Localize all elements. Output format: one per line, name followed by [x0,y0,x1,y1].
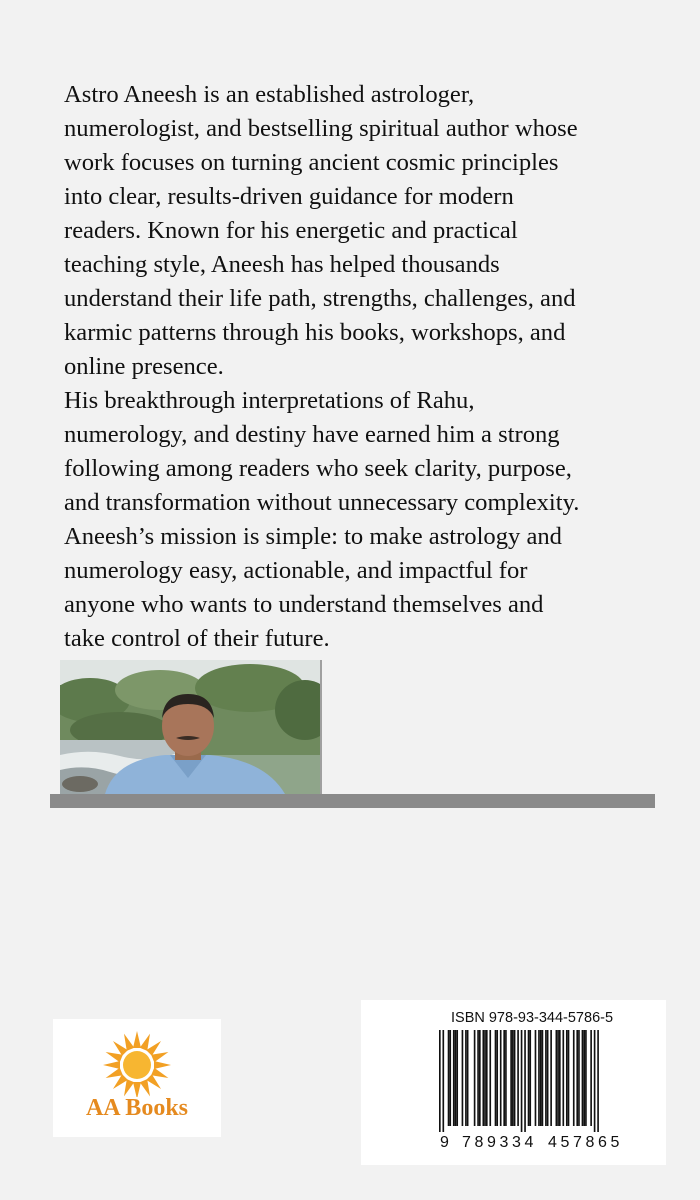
barcode-bar [496,1030,498,1126]
barcode-bar [442,1030,444,1132]
sun-ray [110,1074,128,1092]
barcode-bar [510,1030,512,1126]
barcode-bar [594,1030,596,1132]
barcode-bar [489,1030,491,1126]
barcode-bar [448,1030,450,1126]
barcode-bar [540,1030,542,1126]
barcode-bar [486,1030,488,1126]
sun-ray [103,1061,120,1069]
barcode-bar [559,1030,561,1126]
barcode-bar [562,1030,564,1126]
barcode-bar [514,1030,516,1126]
sun-ray [154,1061,171,1069]
barcode-bar [477,1030,479,1126]
barcode-bar [568,1030,570,1126]
barcode-digits-right: 457865 [548,1134,623,1151]
barcode-bar [550,1030,552,1126]
barcode-bar [495,1030,497,1126]
barcode-bar [566,1030,568,1126]
author-bio [64,78,684,656]
barcode-bar [583,1030,585,1126]
barcode-bar [524,1030,526,1132]
publisher-name: AA Books [85,1095,189,1121]
sun-ray [146,1074,164,1092]
barcode-bar [535,1030,537,1126]
barcode-bar [556,1030,558,1126]
barcode-bar [545,1030,547,1126]
barcode-digit-first: 9 [440,1134,449,1151]
bio-paragraph-1: Astro Aneesh is an established astrologer, numerologist, and bestselling spiritual author whose work focuses on turning ancient cosmic principles into clear, results-driven guidance for modern readers. Known for his energetic and practical teaching style, Aneesh has helped thousands understand their life path, strengths, challenges, and karmic patterns through his books, workshops, and online presence. [64,81,578,380]
barcode-bar [582,1030,584,1126]
photo-shadow-edge [320,660,322,794]
barcode-bar [449,1030,451,1126]
barcode-bar [462,1030,464,1126]
barcode-bar [538,1030,540,1126]
barcode-bar [542,1030,544,1126]
sun-ray [146,1038,164,1056]
bio-paragraph-2: His breakthrough interpretations of Rahu, numerology, and destiny have earned him a strong following among readers who seek clarity, purpose, and transformation without unnecessary complexity. [64,387,580,516]
barcode-bar [456,1030,458,1126]
isbn-label: ISBN 978-93-344-5786-5 [451,1010,614,1026]
barcode-bar [521,1030,523,1132]
barcode-bar [573,1030,575,1126]
sun-ray [110,1038,128,1056]
barcode-bar [576,1030,578,1126]
barcode-bar [517,1030,519,1126]
barcode-bar [578,1030,580,1126]
author-photo-illustration [60,660,320,794]
barcode-bar [528,1030,530,1126]
barcode-panel [361,1000,666,1165]
barcode-bar [482,1030,484,1126]
sun-icon [89,1027,185,1097]
author-photo [60,660,320,794]
barcode-bar [512,1030,514,1126]
publisher-logo [53,1019,221,1137]
barcode-digits-left: 789334 [462,1134,537,1151]
barcode-bar [484,1030,486,1126]
barcode-bar [503,1030,505,1126]
sun-ray [133,1031,141,1048]
barcode-bar [453,1030,455,1126]
barcode-bar [500,1030,502,1126]
barcode-bar [467,1030,469,1126]
bio-paragraph-3: Aneesh’s mission is simple: to make astrology and numerology easy, actionable, and impactful for anyone who wants to understand themselves and take control of their future. [64,523,562,652]
barcode-bar [465,1030,467,1126]
barcode-bar [557,1030,559,1126]
barcode-bar [590,1030,592,1126]
barcode-bar [529,1030,531,1126]
barcode-bar [439,1030,441,1132]
author-photo-frame [50,660,655,810]
barcode-bar [474,1030,476,1126]
barcode-bar [597,1030,599,1132]
barcode-bar [455,1030,457,1126]
barcode-icon [439,1030,599,1132]
barcode-bar [479,1030,481,1126]
barcode-bar [547,1030,549,1126]
photo-shadow-bar [50,794,655,808]
barcode-bar [585,1030,587,1126]
barcode-bar [505,1030,507,1126]
